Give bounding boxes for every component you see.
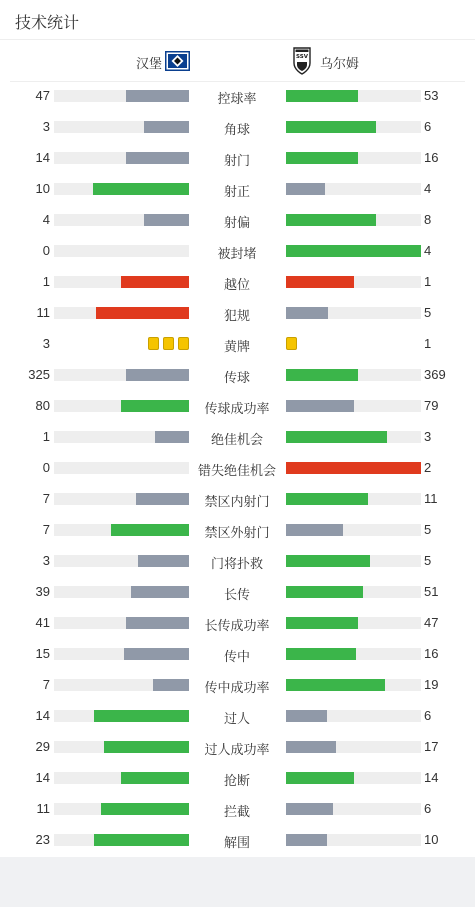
stat-label: 过人 bbox=[223, 711, 250, 726]
ssv-logo-text: SSV bbox=[296, 54, 308, 60]
away-stat-bar-fill bbox=[286, 431, 387, 443]
away-stat-bar-fill bbox=[286, 834, 327, 846]
home-stat-value: 3 bbox=[42, 336, 50, 351]
home-stat-bar bbox=[54, 90, 189, 102]
home-stat-bar bbox=[54, 183, 189, 195]
home-stat-bar bbox=[54, 524, 189, 536]
ssv-ulm-crest-icon bbox=[293, 47, 311, 75]
stat-row bbox=[0, 484, 475, 515]
home-stat-bar-fill bbox=[121, 400, 189, 412]
stat-label: 抢断 bbox=[223, 773, 250, 788]
away-stat-value: 5 bbox=[424, 522, 432, 537]
away-stat-bar-fill bbox=[286, 524, 343, 536]
home-stat-value: 14 bbox=[35, 770, 50, 785]
away-stat-value: 6 bbox=[424, 801, 432, 816]
away-stat-value: 3 bbox=[424, 429, 432, 444]
home-stat-bar-fill bbox=[144, 121, 189, 133]
away-stat-bar bbox=[286, 834, 421, 846]
away-stat-value: 2 bbox=[424, 460, 432, 475]
stat-label: 越位 bbox=[223, 277, 250, 292]
home-stat-bar-fill bbox=[131, 586, 189, 598]
home-stat-value: 14 bbox=[35, 150, 50, 165]
stat-row bbox=[0, 360, 475, 391]
home-stat-bar bbox=[54, 493, 189, 505]
stat-row bbox=[0, 639, 475, 670]
away-stat-value: 369 bbox=[424, 367, 446, 382]
away-stat-bar bbox=[286, 245, 421, 257]
home-stat-value: 10 bbox=[35, 181, 50, 196]
away-stat-bar-fill bbox=[286, 710, 327, 722]
away-stat-bar bbox=[286, 772, 421, 784]
home-stat-value: 14 bbox=[35, 708, 50, 723]
home-stat-value: 7 bbox=[42, 677, 50, 692]
yellow-card-icon bbox=[148, 337, 159, 350]
away-stat-bar bbox=[286, 803, 421, 815]
teams-header bbox=[10, 41, 465, 82]
stat-row bbox=[0, 81, 475, 112]
away-stat-bar-fill bbox=[286, 648, 356, 660]
home-stat-bar-fill bbox=[144, 214, 189, 226]
away-stat-bar bbox=[286, 121, 421, 133]
away-stat-bar bbox=[286, 617, 421, 629]
home-stat-value: 325 bbox=[28, 367, 50, 382]
stat-label: 被封堵 bbox=[217, 246, 257, 261]
away-stat-value: 6 bbox=[424, 708, 432, 723]
home-stat-bar bbox=[54, 214, 189, 226]
away-stat-bar-fill bbox=[286, 679, 385, 691]
home-stat-bar bbox=[54, 710, 189, 722]
away-stat-bar bbox=[286, 183, 421, 195]
home-stat-value: 39 bbox=[35, 584, 50, 599]
home-stat-bar-fill bbox=[94, 834, 189, 846]
home-stat-value: 1 bbox=[42, 429, 50, 444]
stat-label: 绝佳机会 bbox=[210, 432, 263, 447]
home-stat-bar bbox=[54, 555, 189, 567]
away-stat-bar bbox=[286, 679, 421, 691]
home-stat-bar-fill bbox=[111, 524, 189, 536]
away-stat-value: 19 bbox=[424, 677, 439, 692]
stat-label: 控球率 bbox=[217, 91, 257, 106]
stat-row bbox=[0, 670, 475, 701]
away-stat-bar bbox=[286, 524, 421, 536]
home-stat-bar-fill bbox=[138, 555, 189, 567]
away-stat-bar-fill bbox=[286, 586, 363, 598]
home-stat-bar-fill bbox=[121, 276, 189, 288]
home-stat-bar bbox=[54, 772, 189, 784]
away-stat-bar bbox=[286, 493, 421, 505]
home-stat-value: 3 bbox=[42, 553, 50, 568]
home-stat-value: 41 bbox=[35, 615, 50, 630]
away-stat-bar-fill bbox=[286, 400, 354, 412]
home-stat-bar-fill bbox=[155, 431, 189, 443]
away-stat-value: 1 bbox=[424, 274, 432, 289]
away-stat-bar bbox=[286, 648, 421, 660]
away-stat-bar-fill bbox=[286, 493, 368, 505]
home-stat-value: 0 bbox=[42, 243, 50, 258]
away-stat-bar bbox=[286, 586, 421, 598]
away-stat-value: 4 bbox=[424, 243, 432, 258]
home-stat-bar-fill bbox=[104, 741, 189, 753]
home-stat-bar-fill bbox=[94, 710, 189, 722]
away-stat-value: 16 bbox=[424, 150, 439, 165]
home-stat-bar-fill bbox=[93, 183, 189, 195]
away-stat-value: 10 bbox=[424, 832, 439, 847]
home-stat-bar-fill bbox=[126, 617, 189, 629]
stat-row bbox=[0, 112, 475, 143]
stat-label: 传中 bbox=[223, 649, 250, 664]
stat-row bbox=[0, 608, 475, 639]
stat-row bbox=[0, 546, 475, 577]
stat-label: 拦截 bbox=[223, 804, 250, 819]
away-stat-bar-fill bbox=[286, 276, 354, 288]
away-stat-bar bbox=[286, 555, 421, 567]
away-stat-bar-fill bbox=[286, 307, 328, 319]
away-stat-bar bbox=[286, 462, 421, 474]
home-stat-bar-fill bbox=[124, 648, 189, 660]
away-stat-value: 11 bbox=[424, 491, 438, 506]
stat-label: 解围 bbox=[223, 835, 250, 850]
stat-label: 传中成功率 bbox=[204, 680, 270, 695]
home-stat-value: 80 bbox=[35, 398, 50, 413]
stat-label: 禁区内射门 bbox=[204, 494, 270, 509]
home-stat-bar-fill bbox=[153, 679, 189, 691]
away-stat-value: 5 bbox=[424, 553, 432, 568]
stat-row bbox=[0, 515, 475, 546]
away-stat-bar bbox=[286, 741, 421, 753]
stat-label: 传球 bbox=[223, 370, 250, 385]
stat-label: 禁区外射门 bbox=[204, 525, 270, 540]
stat-label: 过人成功率 bbox=[204, 742, 270, 757]
home-stat-bar-fill bbox=[126, 90, 189, 102]
title-bar bbox=[0, 0, 475, 40]
away-stat-bar-fill bbox=[286, 121, 376, 133]
home-stat-bar bbox=[54, 648, 189, 660]
stat-label: 黄牌 bbox=[223, 339, 250, 354]
stat-row bbox=[0, 391, 475, 422]
stat-label: 长传成功率 bbox=[204, 618, 270, 633]
away-stat-bar bbox=[286, 431, 421, 443]
home-stat-bar bbox=[54, 369, 189, 381]
stat-row bbox=[0, 732, 475, 763]
home-stat-bar bbox=[54, 431, 189, 443]
stat-row bbox=[0, 794, 475, 825]
stat-label: 射偏 bbox=[223, 215, 250, 230]
hsv-crest-icon bbox=[165, 51, 190, 71]
stat-label: 犯规 bbox=[223, 308, 250, 323]
stat-label: 错失绝佳机会 bbox=[197, 463, 276, 478]
home-stat-bar bbox=[54, 803, 189, 815]
stat-label: 长传 bbox=[223, 587, 250, 602]
home-stat-bar-fill bbox=[101, 803, 189, 815]
stat-row bbox=[0, 205, 475, 236]
away-stat-value: 53 bbox=[424, 88, 439, 103]
away-stat-value: 14 bbox=[424, 770, 439, 785]
home-stat-bar bbox=[54, 834, 189, 846]
away-stat-bar-fill bbox=[286, 803, 333, 815]
stat-label: 传球成功率 bbox=[204, 401, 270, 416]
home-stat-bar-fill bbox=[96, 307, 189, 319]
home-stat-bar bbox=[54, 245, 189, 257]
away-stat-bar bbox=[286, 710, 421, 722]
home-stat-value: 47 bbox=[35, 88, 50, 103]
away-stat-value: 16 bbox=[424, 646, 439, 661]
home-stat-value: 11 bbox=[36, 801, 50, 816]
home-stat-bar bbox=[54, 617, 189, 629]
away-stat-bar bbox=[286, 276, 421, 288]
away-stat-bar-fill bbox=[286, 183, 325, 195]
stat-label: 门将扑救 bbox=[210, 556, 263, 571]
away-stat-bar-fill bbox=[286, 90, 358, 102]
yellow-card-icon bbox=[163, 337, 174, 350]
away-stat-bar bbox=[286, 214, 421, 226]
away-stat-bar-fill bbox=[286, 741, 336, 753]
stat-row bbox=[0, 174, 475, 205]
home-stat-bar bbox=[54, 400, 189, 412]
away-stat-bar-fill bbox=[286, 555, 370, 567]
away-stat-bar-fill bbox=[286, 245, 421, 257]
home-stat-value: 29 bbox=[35, 739, 50, 754]
away-stat-bar bbox=[286, 307, 421, 319]
home-stat-value: 23 bbox=[35, 832, 50, 847]
away-stat-bar bbox=[286, 152, 421, 164]
stat-row bbox=[0, 143, 475, 174]
home-stat-bar bbox=[54, 679, 189, 691]
home-stat-bar bbox=[54, 152, 189, 164]
home-stat-bar-fill bbox=[121, 772, 189, 784]
away-stat-bar-fill bbox=[286, 152, 358, 164]
stat-row bbox=[0, 298, 475, 329]
home-stat-value: 11 bbox=[36, 305, 50, 320]
home-stat-bar bbox=[54, 276, 189, 288]
stat-row bbox=[0, 236, 475, 267]
home-stat-value: 4 bbox=[42, 212, 50, 227]
away-stat-value: 6 bbox=[424, 119, 432, 134]
away-stat-value: 4 bbox=[424, 181, 432, 196]
home-team-name: 汉堡 bbox=[135, 56, 162, 71]
away-stat-bar bbox=[286, 369, 421, 381]
stat-label: 射门 bbox=[223, 153, 250, 168]
home-stat-bar bbox=[54, 586, 189, 598]
home-stat-bar bbox=[54, 462, 189, 474]
stat-row bbox=[0, 577, 475, 608]
home-stat-value: 3 bbox=[42, 119, 50, 134]
home-yellow-cards bbox=[144, 337, 189, 350]
page-title: 技术统计 bbox=[15, 15, 80, 32]
stat-row bbox=[0, 422, 475, 453]
yellow-card-icon bbox=[286, 337, 297, 350]
home-stat-bar bbox=[54, 741, 189, 753]
home-stat-value: 7 bbox=[42, 522, 50, 537]
home-stat-bar bbox=[54, 307, 189, 319]
home-stat-bar-fill bbox=[126, 369, 189, 381]
stat-row bbox=[0, 701, 475, 732]
away-stat-bar-fill bbox=[286, 772, 354, 784]
stat-row bbox=[0, 825, 475, 856]
stat-label: 射正 bbox=[223, 184, 250, 199]
away-team-name: 乌尔姆 bbox=[320, 56, 360, 71]
away-stat-bar-fill bbox=[286, 214, 376, 226]
away-stat-value: 79 bbox=[424, 398, 439, 413]
stat-row bbox=[0, 329, 475, 360]
away-stat-bar-fill bbox=[286, 462, 421, 474]
away-stat-bar bbox=[286, 90, 421, 102]
home-stat-bar-fill bbox=[136, 493, 189, 505]
home-stat-bar-fill bbox=[126, 152, 189, 164]
home-stat-value: 7 bbox=[42, 491, 50, 506]
away-stat-value: 51 bbox=[424, 584, 439, 599]
home-stat-value: 15 bbox=[35, 646, 50, 661]
stat-row bbox=[0, 763, 475, 794]
stat-row bbox=[0, 453, 475, 484]
away-stat-value: 5 bbox=[424, 305, 432, 320]
away-stat-value: 17 bbox=[424, 739, 439, 754]
away-stat-bar-fill bbox=[286, 617, 358, 629]
away-stat-bar-fill bbox=[286, 369, 358, 381]
away-stat-value: 1 bbox=[424, 336, 432, 351]
away-stat-value: 8 bbox=[424, 212, 432, 227]
stat-row bbox=[0, 267, 475, 298]
yellow-card-icon bbox=[178, 337, 189, 350]
away-stat-bar bbox=[286, 400, 421, 412]
away-yellow-cards bbox=[286, 337, 301, 350]
home-stat-value: 1 bbox=[42, 274, 50, 289]
home-stat-value: 0 bbox=[42, 460, 50, 475]
away-stat-value: 47 bbox=[424, 615, 439, 630]
home-stat-bar bbox=[54, 121, 189, 133]
stat-label: 角球 bbox=[223, 122, 250, 137]
